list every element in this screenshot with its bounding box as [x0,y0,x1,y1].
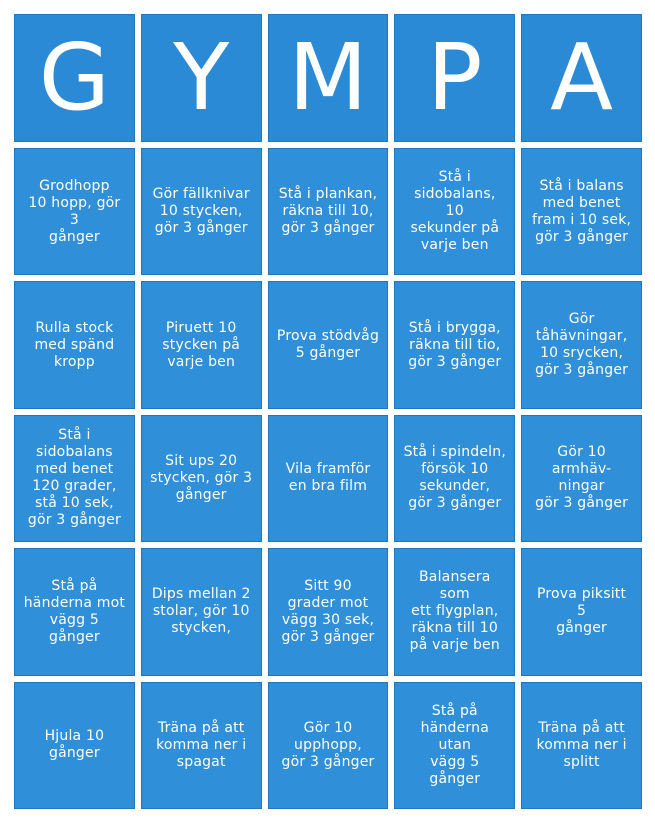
task-text: Hjula 10 gånger [44,728,105,762]
task-text: Rulla stock med spänd kropp [34,319,115,370]
task-cell [394,281,515,408]
task-text: Prova stödvåg 5 gånger [276,328,380,362]
title-letter: P [427,24,483,131]
task-text: Stå på händerna utan vägg 5 gånger [420,702,489,787]
task-cell [14,148,135,275]
task-text: Prova piksitt 5 gånger [537,586,627,637]
header-cell-m [268,14,389,142]
task-cell [14,548,135,675]
task-cell [268,548,389,675]
task-cell [141,548,262,675]
task-cell [14,415,135,542]
task-cell [141,148,262,275]
header-cell-g [14,14,135,142]
task-cell [141,281,262,408]
title-letter: Y [173,24,230,131]
task-cell [268,415,389,542]
task-text: Stå i balans med benet fram i 10 sek, gör 3 gånger [531,177,632,245]
task-text: Stå i sidobalans med benet 120 grader, stå 10 sek, gör 3 gånger [27,427,121,529]
task-text: Sitt 90 grader mot vägg 30 sek, gör 3 gånger [281,577,375,645]
task-cell [521,548,642,675]
task-text: Stå i plankan, räkna till 10, gör 3 gånger [278,186,378,237]
task-text: Sit ups 20 stycken, gör 3 gånger [150,452,253,503]
task-text: Piruett 10 stycken på varje ben [162,319,241,370]
task-cell [521,281,642,408]
task-cell [394,415,515,542]
task-text: Stå i sidobalans, 10 sekunder på varje ben [410,169,500,254]
task-text: Stå på händerna mot vägg 5 gånger [23,577,126,645]
task-text: Balansera som ett flygplan, räkna till 10 på varje ben [409,569,500,654]
task-text: Grodhopp 10 hopp, gör 3 gånger [28,177,121,245]
header-cell-y [141,14,262,142]
task-cell [394,148,515,275]
task-cell [394,548,515,675]
task-text: Stå i spindeln, försök 10 sekunder, gör 3 gånger [403,444,506,512]
task-cell [14,682,135,809]
gympa-board [14,14,642,809]
task-cell [521,415,642,542]
task-text: Dips mellan 2 stolar, gör 10 stycken, [151,586,251,637]
task-cell [268,281,389,408]
task-cell [521,148,642,275]
task-cell [14,281,135,408]
title-letter: A [550,24,614,131]
header-cell-p [394,14,515,142]
task-text: Vila framför en bra film [285,461,371,495]
task-cell [141,415,262,542]
task-text: Gör 10 armhäv- ningar gör 3 gånger [535,444,629,512]
task-text: Gör 10 upphopp, gör 3 gånger [281,719,375,770]
task-cell [268,682,389,809]
task-text: Träna på att komma ner i splitt [536,719,627,770]
header-cell-a [521,14,642,142]
task-cell [141,682,262,809]
title-letter: G [38,24,111,131]
task-text: Gör fällknivar 10 stycken, gör 3 gånger [152,186,250,237]
task-text: Stå i brygga, räkna till tio, gör 3 gånger [408,319,502,370]
task-cell [521,682,642,809]
task-cell [268,148,389,275]
task-text: Träna på att komma ner i spagat [156,719,247,770]
title-letter: M [288,24,368,131]
task-cell [394,682,515,809]
task-text: Gör tåhävningar, 10 srycken, gör 3 gånger [535,311,629,379]
